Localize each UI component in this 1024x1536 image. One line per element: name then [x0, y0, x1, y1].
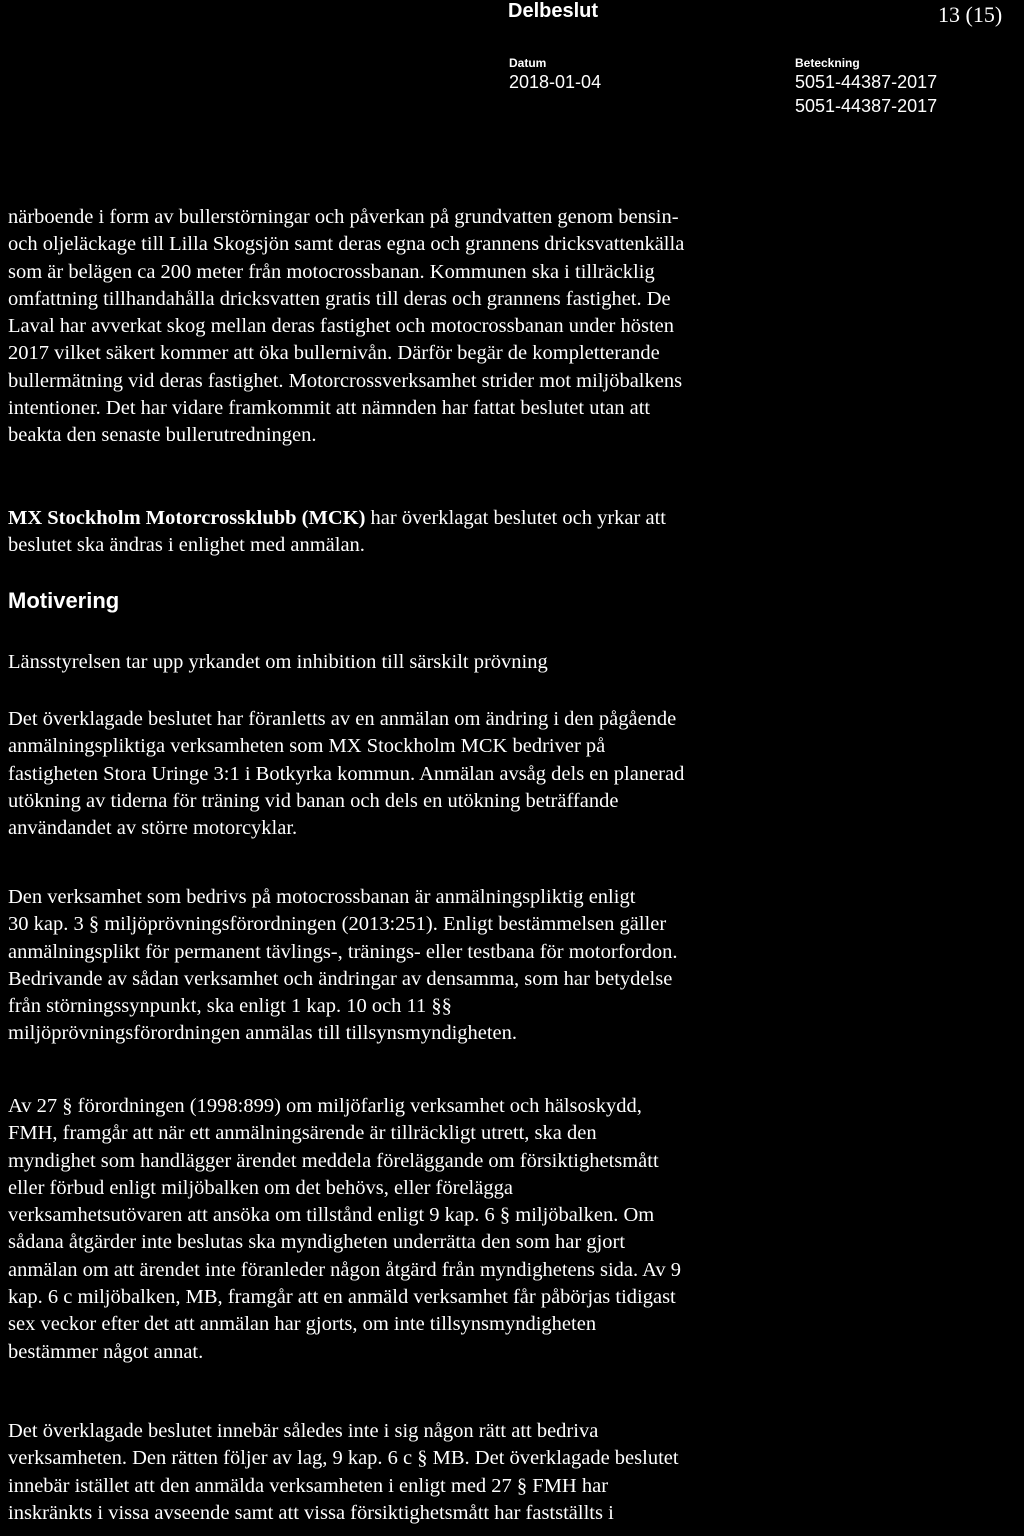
text-line: närboende i form av bullerstörningar och påverkan på grundvatten genom bensin- [8, 206, 679, 228]
text-line: beslutet ska ändras i enlighet med anmälan. [8, 534, 365, 557]
text-line: intentioner. Det har vidare framkommit att nämnden har fattat beslutet utan att [8, 397, 651, 420]
text-line: omfattning tillhandahålla dricksvatten gratis till deras och grannens fastighet. De [8, 287, 671, 310]
text-line: Av 27 § förordningen (1998:899) om miljöfarlig verksamhet och hälsoskydd, [8, 1095, 642, 1117]
text-line: innebär istället att den anmälda verksamheten i enligt med 27 § FMH har [8, 1474, 609, 1497]
text-line: verksamheten. Den rätten följer av lag, 9 kap. 6 c § MB. Det överklagade beslutet [8, 1447, 679, 1470]
section-heading: Motivering [8, 588, 120, 613]
text-line: från störningssynpunkt, ska enligt 1 kap. 10 och 11 §§ [8, 995, 452, 1018]
text-line: inskränkts i vissa avseende samt att vissa försiktighetsmått har fastställts i [8, 1501, 614, 1524]
text-line: Bedrivande av sådan verksamhet och ändringar av densamma, som har betydelse [8, 967, 673, 990]
paragraph-appellant-claims [8, 204, 1008, 450]
text-line: 2017 vilket säkert kommer att öka bullernivån. Därför begär de kompletterande [8, 342, 660, 365]
paragraph-conclusion [8, 1418, 1008, 1527]
reference-value: 5051-44387-2017 [795, 96, 938, 116]
text-line: beakta den senaste bullerutredningen. [8, 424, 317, 447]
text-line: anmälningsplikt för permanent tävlings-, tränings- eller testbana för motorfordon. [8, 940, 678, 963]
text-line: bullermätning vid deras fastighet. Motorcrossverksamhet strider mot miljöbalkens [8, 369, 683, 392]
reference-value: 5051-44387-2017 [795, 72, 938, 92]
text-line: och oljeläckage till Lilla Skogsjön samt deras egna och grannens dricksvattenkälla [8, 233, 685, 256]
text-line: anmälan om att ärendet inte föranleder någon åtgärd från myndighetens sida. Av 9 [8, 1258, 682, 1281]
text-line: 30 kap. 3 § miljöprövningsförordningen (2013:251). Enligt bestämmelsen gäller [8, 913, 667, 936]
text-line: eller förbud enligt miljöbalken om det behövs, eller förelägga [8, 1176, 513, 1199]
date-label: Datum [509, 56, 547, 70]
text-line [8, 505, 1008, 532]
date-value: 2018-01-04 [509, 72, 602, 92]
text-line: miljöprövningsförordningen anmälas till tillsynsmyndigheten. [8, 1022, 518, 1045]
paragraph-fmh-rules [8, 1093, 1008, 1366]
text-line: Det överklagade beslutet innebär således inte i sig någon rätt att bedriva [8, 1420, 599, 1442]
text-line: Laval har avverkat skog mellan deras fastighet och motocrossbanan under hösten [8, 315, 675, 338]
text-line: myndighet som handlägger ärendet meddela föreläggande om försiktighetsmått [8, 1149, 659, 1172]
text-line: sex veckor efter det att anmälan har gjorts, om inte tillsynsmyndigheten [8, 1313, 597, 1336]
text-line: Den verksamhet som bedrivs på motocrossbanan är anmälningspliktig enligt [8, 886, 636, 908]
paragraph-legal-basis [8, 884, 1008, 1048]
text-line: verksamhetsutövaren att ansöka om tillstånd enligt 9 kap. 6 § miljöbalken. Om [8, 1204, 655, 1227]
text-fragment: har överklagat beslutet och yrkar att [365, 507, 666, 529]
page-number: 13 (15) [938, 2, 1003, 27]
text-line: FMH, framgår att när ett anmälningsärende är tillräckligt utrett, ska den [8, 1122, 597, 1145]
document-type: Delbeslut [508, 0, 599, 22]
text-line: sådana åtgärder inte beslutas ska myndigheten underrätta den som har gjort [8, 1231, 626, 1254]
reference-label: Beteckning [795, 56, 860, 70]
text-line: anmälningspliktiga verksamheten som MX Stockholm MCK bedriver på [8, 735, 606, 758]
paragraph-mck-appeal [8, 505, 1008, 560]
text-line: utökning av tiderna för träning vid banan och dels en utökning beträffande [8, 789, 619, 812]
paragraph-background [8, 706, 1008, 842]
text-line: som är belägen ca 200 meter från motocrossbanan. Kommunen ska i tillräcklig [8, 260, 655, 283]
text-line: användandet av större motorcyklar. [8, 817, 298, 840]
text-line: fastigheten Stora Uringe 3:1 i Botkyrka kommun. Anmälan avsåg dels en planerad [8, 762, 685, 785]
club-name: MX Stockholm Motorcrossklubb (MCK) [8, 507, 366, 529]
paragraph-inhibition [8, 649, 1008, 676]
text-line: kap. 6 c miljöbalken, MB, framgår att en anmäld verksamhet får påbörjas tidigast [8, 1286, 676, 1309]
text-line: Länsstyrelsen tar upp yrkandet om inhibition till särskilt prövning [8, 651, 548, 673]
text-line: bestämmer något annat. [8, 1340, 204, 1363]
text-line: Det överklagade beslutet har föranletts av en anmälan om ändring i den pågående [8, 708, 677, 730]
